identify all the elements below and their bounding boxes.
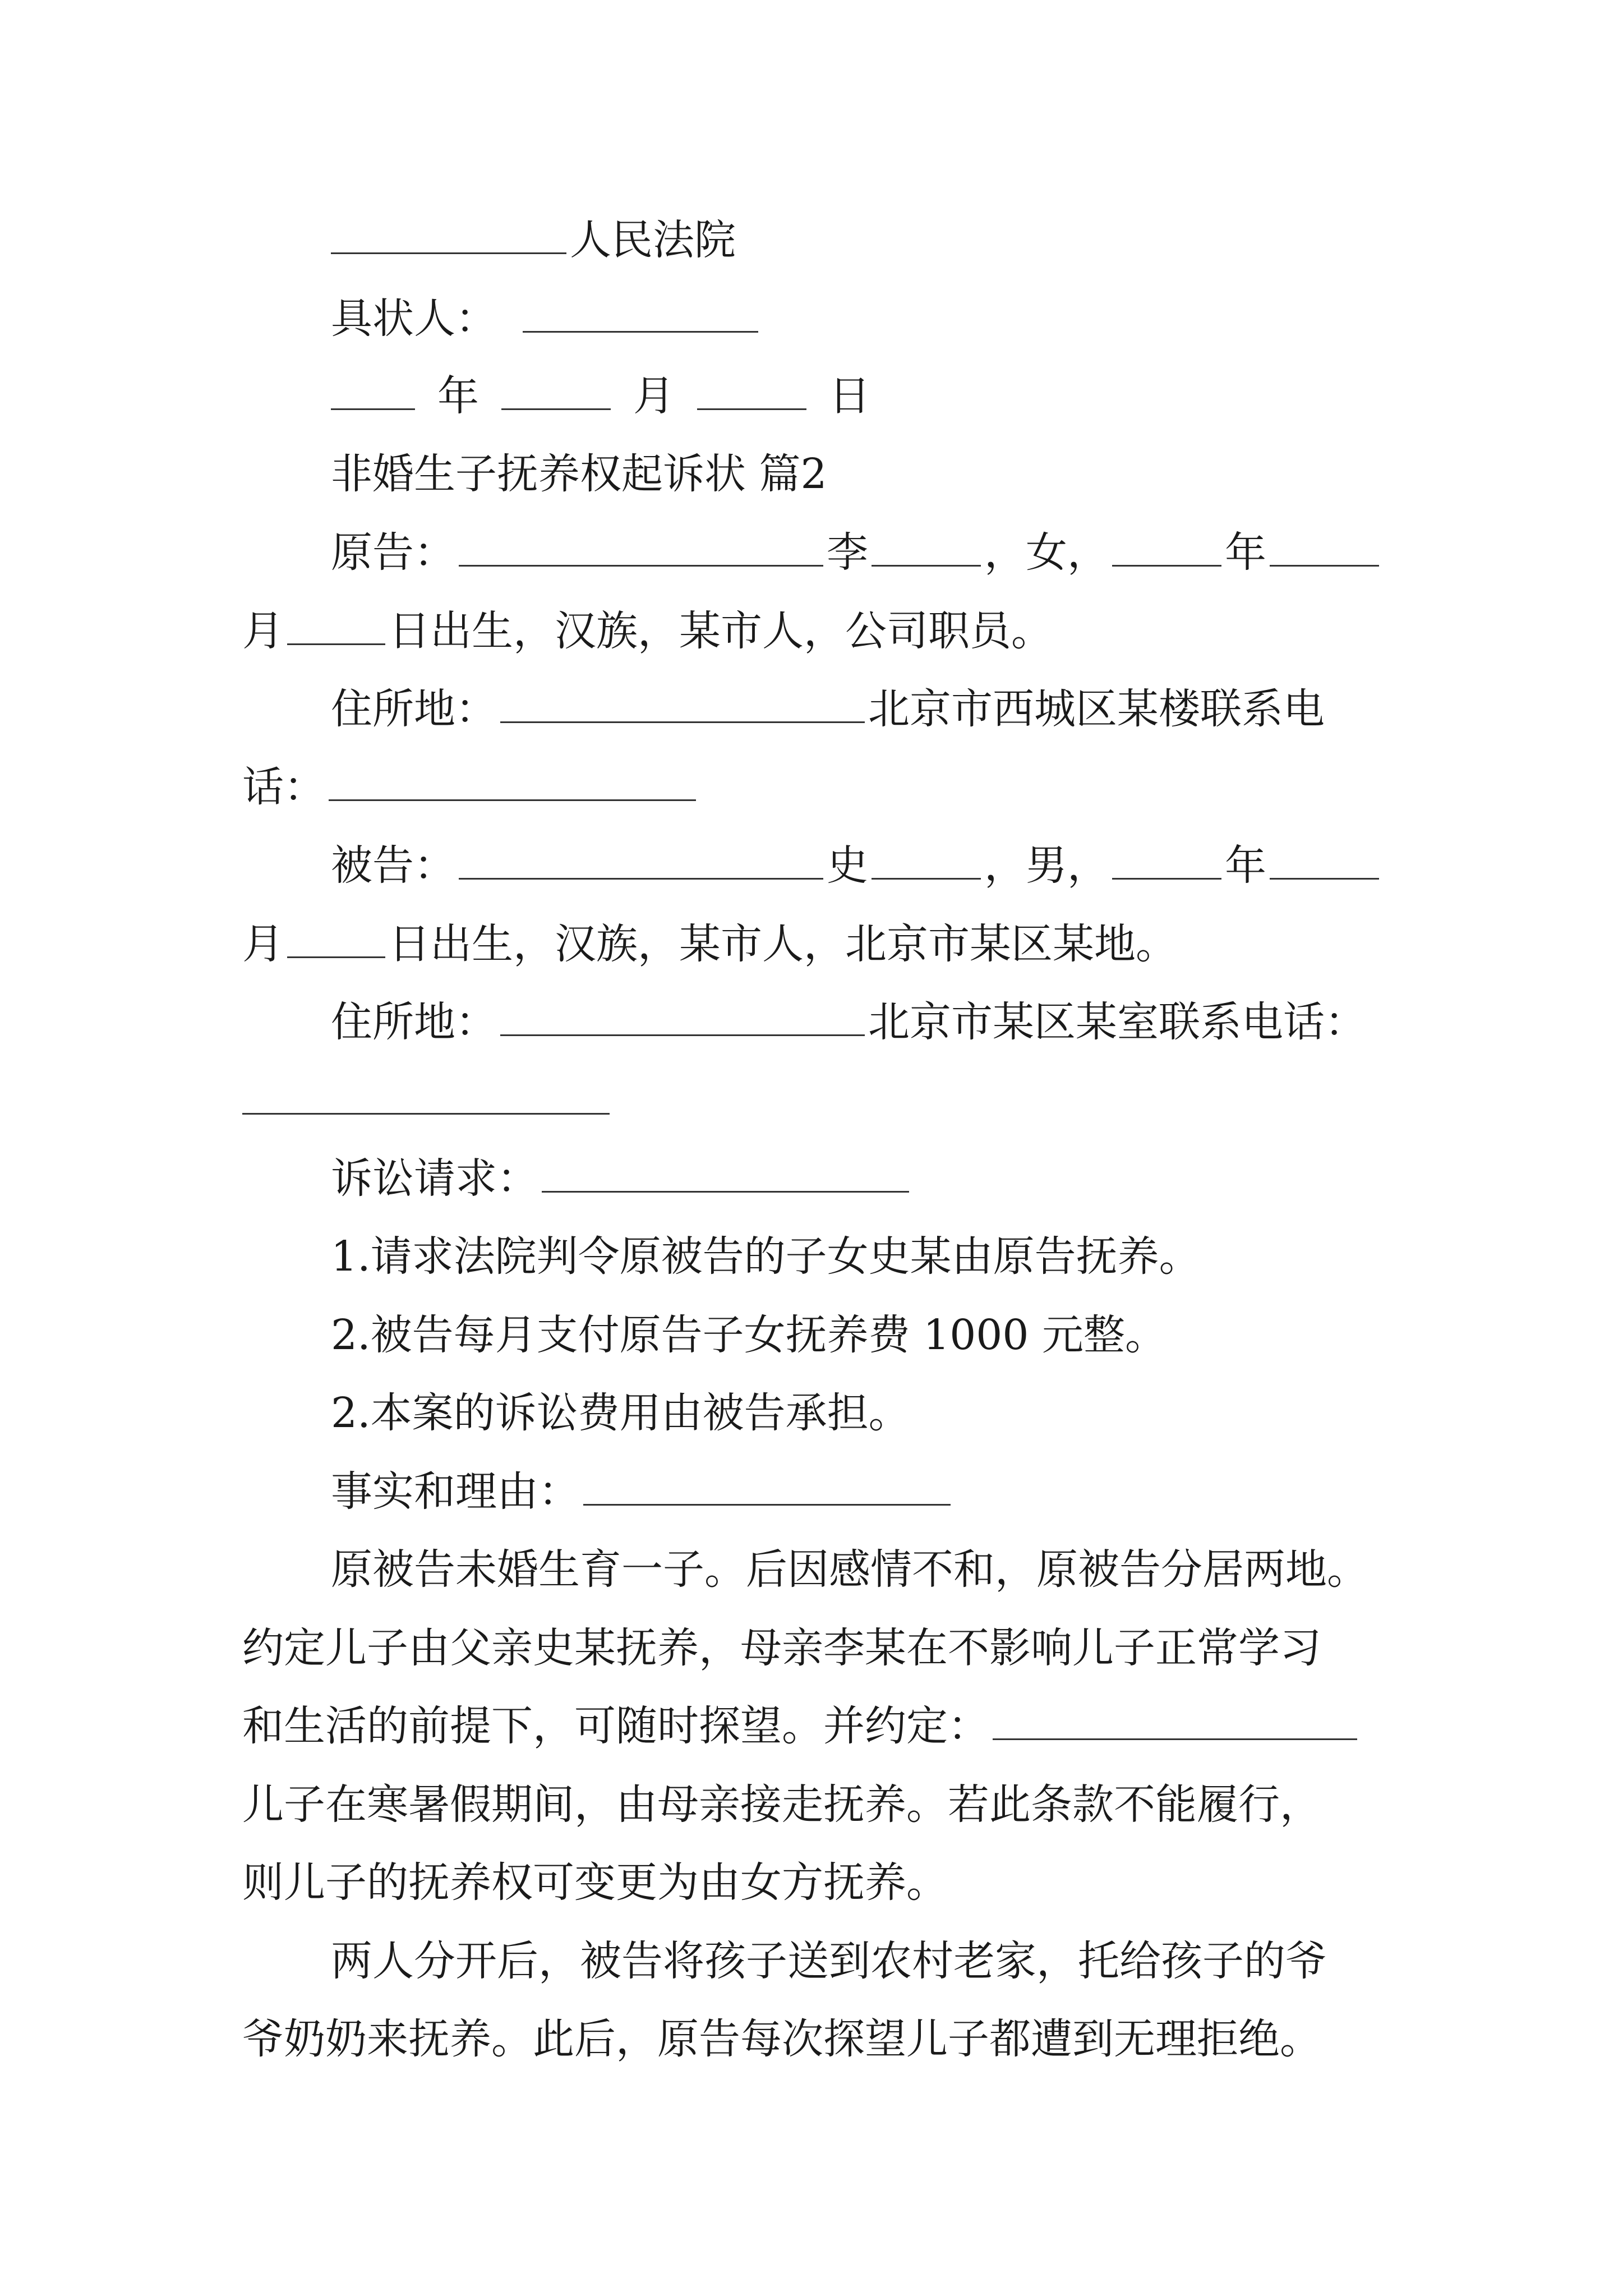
plaintiff-phone-label: 话： xyxy=(242,763,325,811)
plaintiff-blank-4 xyxy=(1270,524,1379,567)
plaintiff-address-line xyxy=(331,681,1325,737)
court-name-blank xyxy=(331,212,566,254)
date-line xyxy=(331,368,870,424)
defendant-address-blank xyxy=(500,994,865,1036)
defendant-address-line xyxy=(331,994,1366,1050)
defendant-address-label: 住所地： xyxy=(331,998,497,1046)
facts-label-line xyxy=(331,1464,954,1520)
plaintiff-birth-info: 日出生，汉族，某市人，公司职员。 xyxy=(389,607,1053,655)
defendant-phone-line xyxy=(242,1073,613,1129)
facts-paragraph-1-line-4: 儿子在寒暑假期间，由母亲接走抚养。若此条款不能履行， xyxy=(242,1780,1321,1829)
defendant-address: 北京市某区某室联系电话： xyxy=(868,998,1366,1046)
defendant-blank-3 xyxy=(1112,838,1221,880)
date-month-label: 月 xyxy=(633,372,675,420)
date-day-label: 日 xyxy=(829,372,870,420)
plaintiff-address-blank xyxy=(500,681,865,723)
facts-paragraph-1-line-3 xyxy=(242,1698,1361,1754)
day-blank xyxy=(697,368,806,410)
defendant-label: 被告： xyxy=(331,841,455,890)
plaintiff-blank-5 xyxy=(287,603,385,645)
facts-paragraph-1-line-5: 则儿子的抚养权可变更为由女方抚养。 xyxy=(242,1858,948,1907)
plaintiff-address: 北京市西城区某楼联系电 xyxy=(868,685,1325,733)
signer-label: 具状人： xyxy=(331,295,497,343)
court-suffix: 人民法院 xyxy=(570,216,736,264)
plaintiff-gender: ，女， xyxy=(984,528,1109,577)
section-title: 非婚生子抚养权起诉状 篇2 xyxy=(331,450,827,498)
plaintiff-address-label: 住所地： xyxy=(331,685,497,733)
facts-paragraph-1-line-2: 约定儿子由父亲史某抚养，母亲李某在不影响儿子正常学习 xyxy=(242,1624,1321,1672)
plaintiff-name: 李 xyxy=(827,528,868,577)
plaintiff-blank-2 xyxy=(872,524,981,567)
plaintiff-phone-line xyxy=(242,759,699,815)
defendant-blank-4 xyxy=(1270,838,1379,880)
year-blank xyxy=(331,368,415,410)
defendant-blank-2 xyxy=(872,838,981,880)
facts-blank xyxy=(583,1464,951,1506)
defendant-month: 月 xyxy=(242,920,284,968)
plaintiff-blank-1 xyxy=(459,524,823,567)
defendant-blank-1 xyxy=(459,838,823,880)
plaintiff-line-1 xyxy=(331,524,1382,581)
plaintiff-line-2 xyxy=(242,603,1053,659)
defendant-birth-info: 日出生，汉族，某市人，北京市某区某地。 xyxy=(389,920,1177,968)
defendant-phone-blank xyxy=(242,1073,610,1115)
defendant-blank-5 xyxy=(287,916,385,958)
facts-agreement-text: 和生活的前提下，可随时探望。并约定： xyxy=(242,1702,989,1750)
plaintiff-year: 年 xyxy=(1225,528,1266,577)
plaintiff-phone-blank xyxy=(329,759,696,801)
claim-item: 2.本案的诉讼费用由被告承担。 xyxy=(331,1389,910,1437)
plaintiff-blank-3 xyxy=(1112,524,1221,567)
claims-label-line xyxy=(331,1151,912,1207)
facts-paragraph-1-line-1: 原被告未婚生育一子。后因感情不和，原被告分居两地。 xyxy=(331,1545,1368,1594)
claim-item: 2.被告每月支付原告子女抚养费 1000 元整。 xyxy=(331,1311,1166,1359)
plaintiff-label: 原告： xyxy=(331,528,455,577)
claim-item: 1.请求法院判令原被告的子女史某由原告抚养。 xyxy=(331,1232,1201,1281)
month-blank xyxy=(501,368,611,410)
signer-blank xyxy=(523,291,758,333)
plaintiff-month: 月 xyxy=(242,607,284,655)
court-line xyxy=(331,212,736,268)
defendant-name: 史 xyxy=(827,841,868,890)
date-year-label: 年 xyxy=(437,372,479,420)
facts-paragraph-2-line-1: 两人分开后，被告将孩子送到农村老家，托给孩子的爷 xyxy=(331,1937,1327,1985)
defendant-line-2 xyxy=(242,916,1177,972)
defendant-line-1 xyxy=(331,838,1382,894)
claims-label: 诉讼请求： xyxy=(331,1154,538,1203)
facts-label: 事实和理由： xyxy=(331,1467,580,1516)
signer-line xyxy=(331,291,762,347)
defendant-year: 年 xyxy=(1225,841,1266,890)
defendant-gender: ，男， xyxy=(984,841,1109,890)
facts-paragraph-2-line-2: 爷奶奶来抚养。此后，原告每次探望儿子都遭到无理拒绝。 xyxy=(242,2015,1321,2063)
claims-blank xyxy=(542,1151,909,1193)
facts-agreement-blank xyxy=(993,1698,1357,1740)
